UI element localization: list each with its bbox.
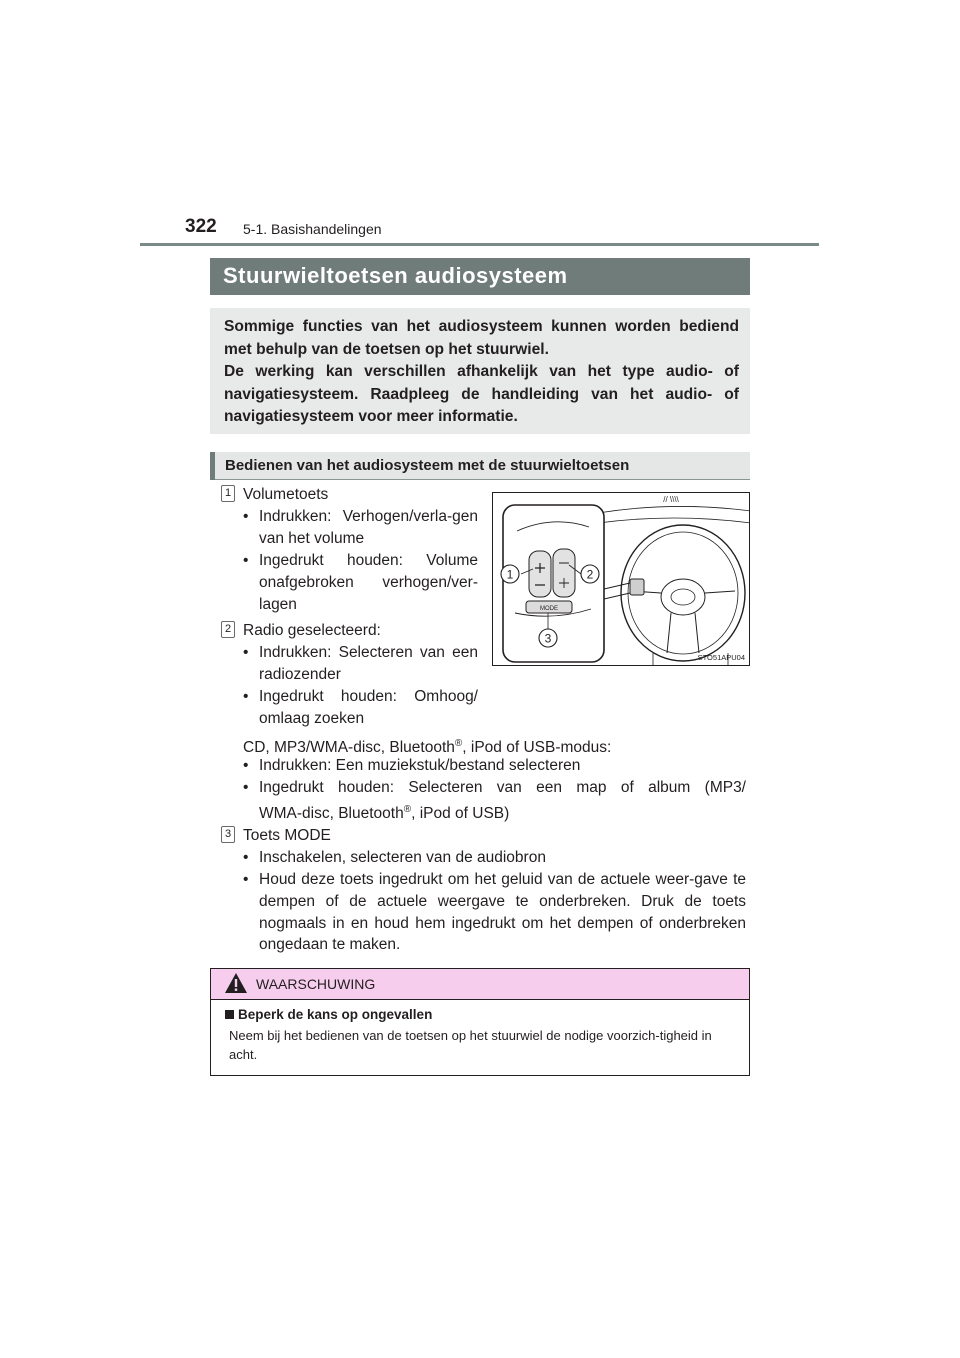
warning-heading: Beperk de kans op ongevallen: [225, 1007, 432, 1022]
subheading: Bedienen van het audiosysteem met de stuurwieltoetsen: [225, 457, 630, 474]
item-2-bullet-4: • Ingedrukt houden: Selecteren van een map of album (MP3/: [243, 779, 746, 796]
item-2-bullet-1: • Indrukken: Selecteren van een radiozender: [243, 644, 478, 683]
intro-box: [210, 308, 750, 434]
intro-paragraph-1: Sommige functies van het audiosysteem kunnen worden bediend met behulp van de toetsen op het stuurwiel.: [224, 318, 739, 358]
item-1-bullet-2: • Ingedrukt houden: Volume onafgebroken verhogen/ver-lagen: [243, 552, 478, 613]
item-2-label-2: CD, MP3/WMA-disc, Bluetooth®, iPod of USB-modus:: [243, 738, 612, 757]
callout-1: 1: [506, 567, 514, 582]
warning-text: Neem bij het bedienen van de toetsen op het stuurwiel de nodige voorzich-tigheid in acht.: [229, 1028, 712, 1062]
intro-paragraph-2: De werking kan verschillen afhankelijk van het type audio- of navigatiesysteem. Raadpleeg de handleiding van het audio- of navigatiesysteem voor meer informatie.: [224, 363, 739, 425]
item-1-label: Volumetoets: [243, 486, 329, 503]
warning-header: [211, 969, 749, 1000]
item-3-bullet-1: • Inschakelen, selecteren van de audiobron: [243, 849, 546, 866]
warning-box: [210, 968, 750, 1076]
item-number-2: 2: [221, 621, 235, 638]
item-2-bullet-3: • Indrukken: Een muziekstuk/bestand selecteren: [243, 757, 581, 774]
steering-wheel-illustration: [492, 492, 750, 666]
item-3-label: Toets MODE: [243, 827, 331, 844]
section-reference: 5-1. Basishandelingen: [243, 221, 382, 237]
item-number-3: 3: [221, 826, 235, 843]
warning-title: WAARSCHUWING: [256, 976, 376, 992]
subheading-bar: [210, 452, 750, 480]
square-bullet-icon: [225, 1010, 234, 1019]
mode-button-label: MODE: [540, 606, 558, 612]
section-title: Stuurwieltoetsen audiosysteem: [210, 258, 750, 295]
item-2-bullet-2: • Ingedrukt houden: Omhoog/ omlaag zoeken: [243, 688, 478, 727]
item-2-label: Radio geselecteerd:: [243, 622, 381, 639]
callout-3: 3: [544, 631, 552, 646]
subheading-accent: [210, 452, 215, 480]
callout-2: 2: [586, 567, 594, 582]
item-1-bullet-1: • Indrukken: Verhogen/verla-gen van het volume: [243, 508, 478, 547]
header-rule: [140, 243, 819, 246]
item-number-1: 1: [221, 485, 235, 502]
item-2-bullet-4-continued: WMA-disc, Bluetooth®, iPod of USB): [259, 804, 510, 823]
warning-triangle-icon: [224, 972, 248, 994]
dashboard-marks: // \\\\: [663, 495, 679, 504]
illustration-code: STO51APU04: [697, 653, 745, 662]
steering-wheel-drawing: [493, 493, 750, 666]
page-number: 322: [185, 216, 217, 237]
item-3-bullet-2: • Houd deze toets ingedrukt om het geluid van de actuele weer-gave te dempen of de actuele weergave te onderbreken. Druk de toets nogmaals in en houd hem ingedrukt om het dempen of onderbreken ongedaan te maken.: [243, 871, 746, 954]
